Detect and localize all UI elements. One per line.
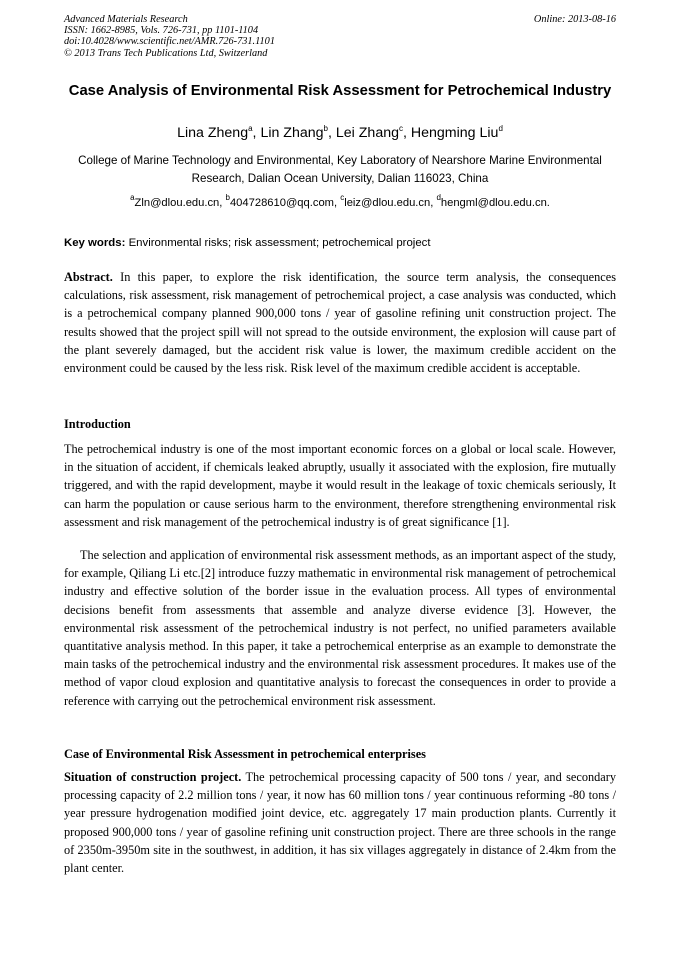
email-link[interactable]: hengml@dlou.edu.cn. (440, 197, 550, 209)
author-list (64, 124, 616, 142)
email-sup: b (225, 193, 230, 202)
case-heading: Case of Environmental Risk Assessment in petrochemical enterprises (64, 747, 426, 761)
abstract-text: In this paper, to explore the risk identification, the source term analysis, the consequences calculations, risk assessment, risk management of petrochemical project, a case analysis was conducted, which is a petrochemical company planned 900,000 tons / year of gasoline refining unit construction project. The results showed that the project spill will not spread to the outside environment, the explosion will cause part of the plant severely damaged, but the accident risk value is lower, the maximum credible accident on the environment could be caused by the less risk. Risk level of the maximum credible accident is acceptable. (64, 270, 616, 376)
issn-line: ISSN: 1662-8985, Vols. 726-731, pp 1101-1104 (64, 25, 259, 37)
paper-title: Case Analysis of Environmental Risk Assessment for Petrochemical Industry (68, 83, 612, 99)
email-list (64, 193, 616, 211)
construction-label: Situation of construction project. (64, 770, 242, 784)
email-link[interactable]: 404728610@qq.com (229, 197, 334, 209)
abstract-paragraph (64, 268, 616, 377)
abstract-label: Abstract. (64, 270, 113, 284)
author-name: Lina Zheng (177, 125, 249, 141)
email-separator: , (430, 197, 437, 209)
journal-header (64, 14, 616, 59)
author-sup: c (399, 124, 403, 133)
email-sup: c (340, 193, 345, 202)
author-name: Lei Zhang (335, 125, 399, 141)
construction-text: The petrochemical processing capacity of 500 tons / year, and secondary processing capacity of 2.2 million tons / year, it now has 60 million tons / year continuous reforming -80 tons / year pressure hydrogenation modified joint device, etc. aggregately 17 main production plants. Currently it proposed 900,000 tons / year of gasoline refining unit construction project. There are three schools in the range of 2350m-3950m site in the southwest, in addition, it has six villages aggregately in distance of 2.4km from the plant center. (64, 770, 616, 876)
email-sup: d (436, 193, 441, 202)
journal-name: Advanced Materials Research (64, 14, 188, 25)
email-separator: , (219, 197, 226, 209)
author-sup: a (248, 124, 253, 133)
author-sup: b (323, 124, 328, 133)
keywords-text: Environmental risks; risk assessment; petrochemical project (125, 237, 431, 249)
email-link[interactable]: leiz@dlou.edu.cn (344, 197, 431, 209)
online-date: Online: 2013-08-16 (533, 14, 616, 25)
copyright-line: © 2013 Trans Tech Publications Ltd, Switzerland (64, 47, 268, 59)
author-separator: , (252, 125, 261, 141)
author-separator: , (403, 125, 411, 141)
introduction-heading: Introduction (64, 417, 131, 431)
author-name: Lin Zhang (260, 125, 324, 141)
introduction-paragraph-2: The selection and application of environmental risk assessment methods, as an important aspect of the study, for example, Qiliang Li etc.[2] introduce fuzzy mathematic in environmental risk management of petrochemical industry and effective solution of the border issue in the evaluation process. All types of environmental decisions benefit from assessments that assemble and analyze diverse evidence [3]. However, the environmental risk assessment of the petrochemical industry is not perfect, no unified parameters available quantitative analysis method. In this paper, it take a petrochemical enterprise as an example to demonstrate the main tasks of the petrochemical industry and the environmental risk assessment procedures. It makes use of the method of vapor cloud explosion and quantitative analysis to forecast the consequences in order to provide a reference with carrying out the petrochemical environment risk assessment. (64, 548, 616, 708)
email-link[interactable]: Zln@dlou.edu.cn (134, 197, 220, 209)
keywords-label: Key words: (64, 237, 126, 249)
affiliation: College of Marine Technology and Environmental, Key Laboratory of Nearshore Marine Environmental Research, Dalian Ocean University, Dalian 116023, China (78, 154, 602, 185)
email-sup: a (130, 193, 135, 202)
author-sup: d (498, 124, 503, 133)
email-separator: , (334, 197, 341, 209)
construction-paragraph (64, 768, 616, 877)
doi-line: doi:10.4028/www.scientific.net/AMR.726-731.1101 (64, 36, 275, 48)
keywords-line (64, 236, 616, 251)
introduction-paragraph-1: The petrochemical industry is one of the most important economic forces on a global or local scale. However, in the situation of accident, if chemicals leaked abruptly, usually it associated with the explosion, fire mutually triggered, and with the rapid development, maybe it would result in the leakage of toxic chemicals seriously, It can harm the population or cause serious harm to the environment, therefore strengthening environmental risk assessment and risk management of the petrochemical industry is of great significance [1]. (64, 442, 616, 529)
author-separator: , (328, 125, 336, 141)
author-name: Hengming Liu (410, 125, 499, 141)
